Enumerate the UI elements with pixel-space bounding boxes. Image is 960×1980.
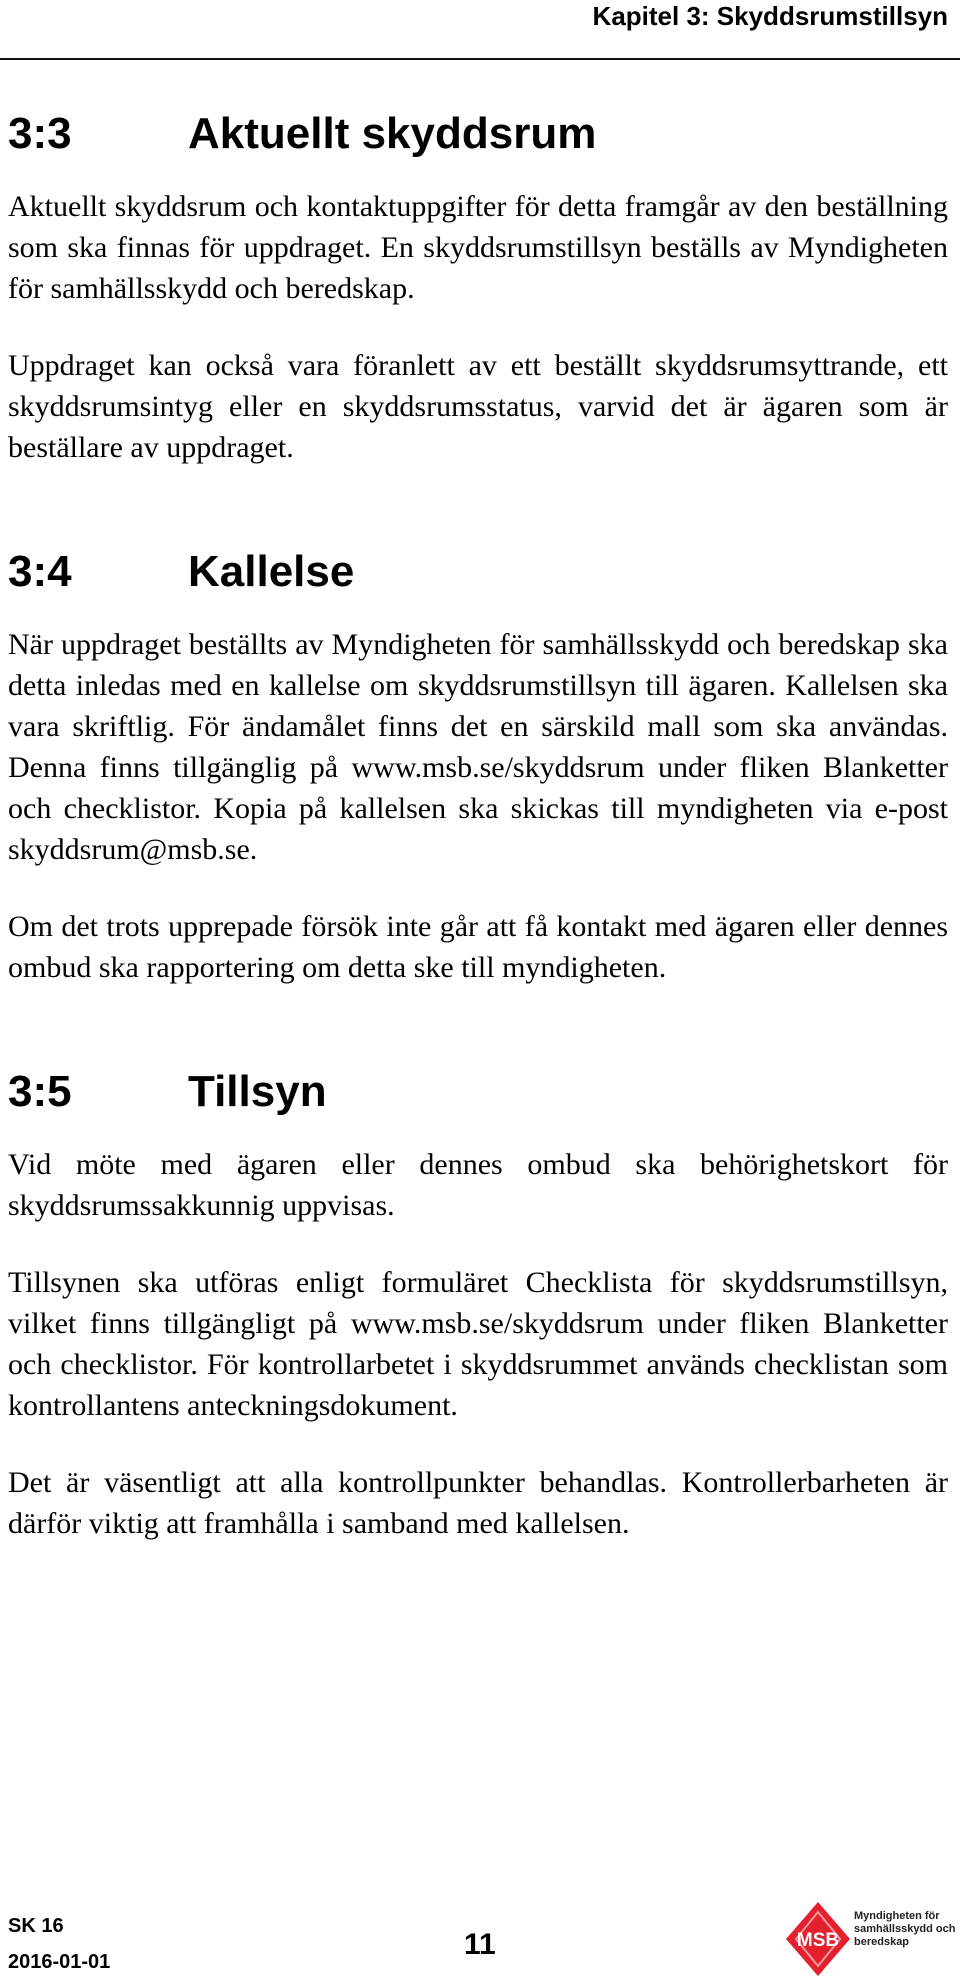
page-number: 11: [464, 1928, 496, 1961]
section-title: Kallelse: [188, 547, 355, 596]
body-paragraph: Vid möte med ägaren eller dennes ombud ska behörighetskort för skyddsrumssakkunnig uppvisas.: [8, 1148, 948, 1222]
body-paragraph: Om det trots upprepade försök inte går att få kontakt med ägaren eller dennes ombud ska rapportering om detta ske till myndigheten.: [8, 910, 948, 984]
section-number: 3:5: [8, 1067, 72, 1116]
body-paragraph: Uppdraget kan också vara föranlett av ett beställt skyddsrumsyttrande, ett skyddsrumsintyg eller en skyddsrumsstatus, varvid det är ägaren som är beställare av uppdraget.: [8, 349, 948, 464]
section-title: Tillsyn: [188, 1067, 327, 1116]
msb-logo: [782, 1898, 960, 1980]
section-heading: [8, 1064, 948, 1120]
section-heading: [8, 106, 948, 162]
section-number: 3:3: [8, 109, 72, 158]
body-paragraph: När uppdraget beställts av Myndigheten för samhällsskydd och beredskap ska detta inledas med en kallelse om skyddsrumstillsyn till ägaren. Kallelsen ska vara skriftlig. För ändamålet finns det en särskild mall som ska användas. Denna finns tillgänglig på www.msb.se/skyddsrum under fliken Blanketter och checklistor. Kopia på kallelsen ska skickas till myndigheten via e-post skyddsrum@msb.se.: [8, 628, 948, 866]
section-3-4: [8, 544, 948, 988]
page-content: [8, 106, 948, 1544]
section-3-5: [8, 1064, 948, 1544]
logo-agency-name: Myndigheten för samhällsskydd och beredskap: [854, 1910, 956, 1948]
body-paragraph: Tillsynen ska utföras enligt formuläret Checklista för skyddsrumstillsyn, vilket finns tillgängligt på www.msb.se/skyddsrum under fliken Blanketter och checklistor. För kontrollarbetet i skyddsrummet används checklistan som kontrollantens anteckningsdokument.: [8, 1266, 948, 1422]
running-header: Kapitel 3: Skyddsrumstillsyn: [592, 1, 948, 31]
doc-date: 2016-01-01: [8, 1951, 111, 1973]
doc-code: SK 16: [8, 1915, 64, 1937]
section-number: 3:4: [8, 547, 72, 596]
footer-doc-info: [8, 1908, 110, 1980]
section-title: Aktuellt skyddsrum: [188, 109, 597, 158]
body-paragraph: Det är väsentligt att alla kontrollpunkter behandlas. Kontrollerbarheten är därför viktig att framhålla i samband med kallelsen.: [8, 1466, 948, 1540]
section-heading: [8, 544, 948, 600]
header-rule: [0, 58, 960, 60]
body-paragraph: Aktuellt skyddsrum och kontaktuppgifter för detta framgår av den beställning som ska finnas för uppdraget. En skyddsrumstillsyn beställs av Myndigheten för samhällsskydd och beredskap.: [8, 190, 948, 305]
logo-mark-text: MSB: [796, 1930, 840, 1951]
msb-logo-mark-icon: [782, 1898, 854, 1980]
page-footer: [8, 1890, 960, 1980]
section-3-3: [8, 106, 948, 468]
